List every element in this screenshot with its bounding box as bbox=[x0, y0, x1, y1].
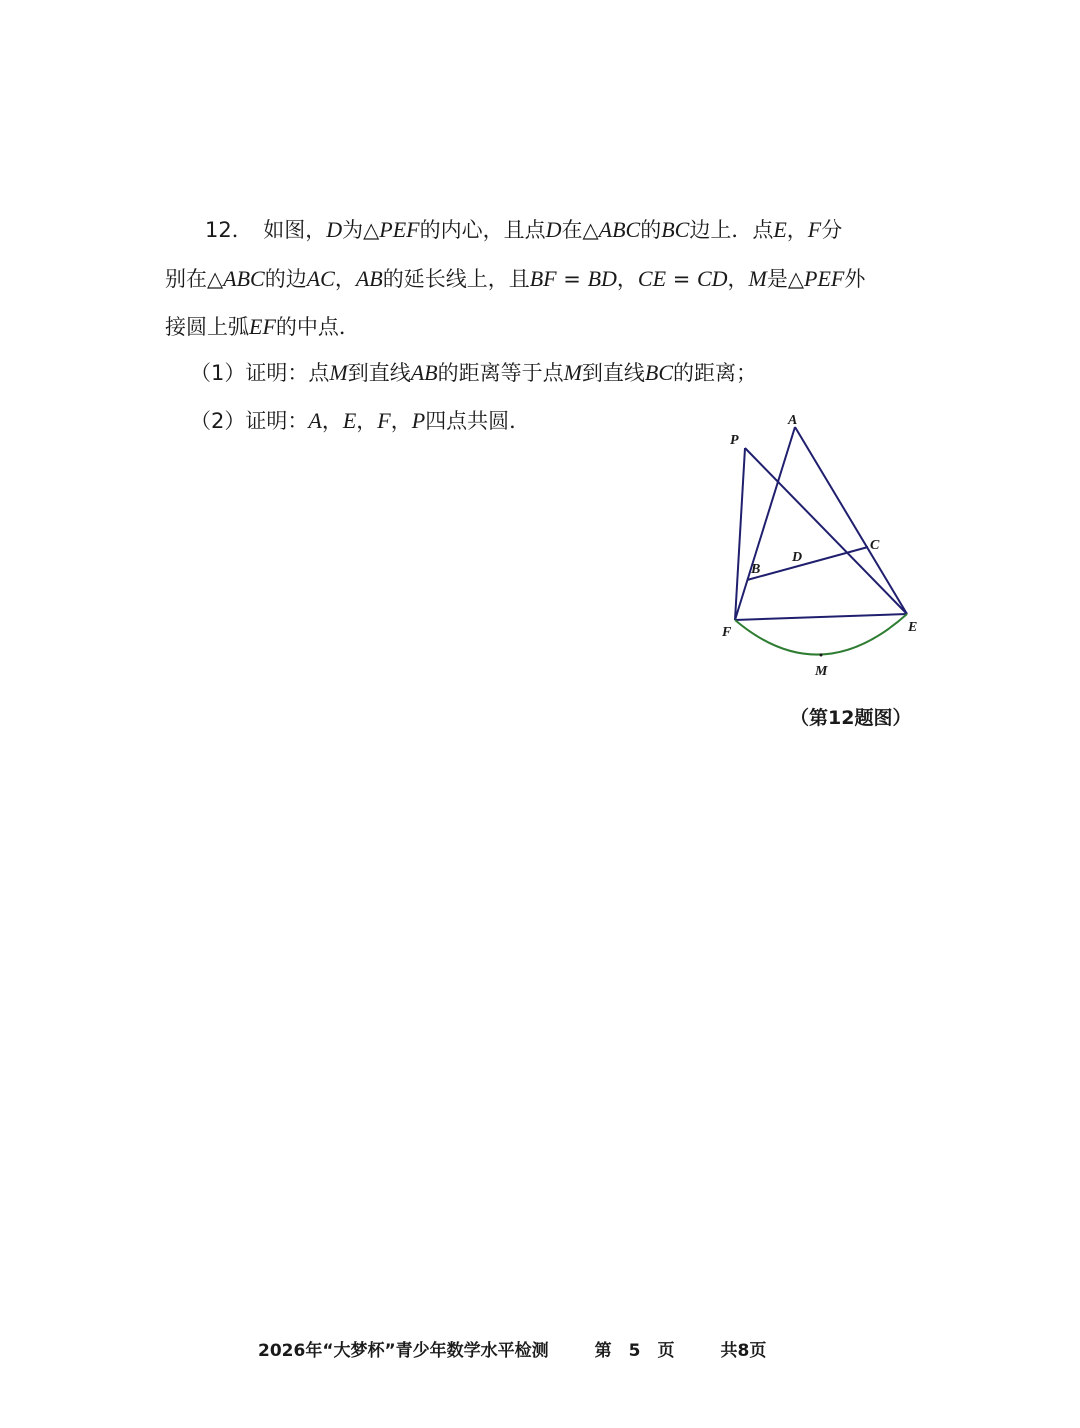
page-footer bbox=[258, 1336, 812, 1361]
label-F: F bbox=[722, 625, 732, 640]
label-M: M bbox=[815, 664, 828, 679]
label-A: A bbox=[788, 413, 798, 428]
segment-BC bbox=[747, 547, 868, 580]
problem-line-1: 12． 如图，D为△PEF的内心，且点D在△ABC的BC边上．点E，F分 bbox=[205, 217, 843, 242]
segment-FE bbox=[735, 614, 907, 620]
point-M-dot bbox=[820, 654, 823, 657]
label-B: B bbox=[751, 562, 761, 577]
figure-lines bbox=[735, 427, 907, 620]
label-E: E bbox=[908, 620, 918, 635]
label-C: C bbox=[870, 538, 880, 553]
footer-title: 2026年“大梦杯”青少年数学水平检测 bbox=[258, 1341, 549, 1361]
footer-total: 共8页 bbox=[720, 1341, 767, 1361]
segment-AE bbox=[795, 427, 907, 614]
problem-line-2: 别在△ABC的边AC，AB的延长线上，且BF = BD，CE = CD，M是△PEF外 bbox=[165, 266, 866, 291]
problem-part-1: （1）证明：点M到直线AB的距离等于点M到直线BC的距离； bbox=[190, 360, 758, 385]
problem-part-2: （2）证明：A，E，F，P四点共圆． bbox=[190, 408, 531, 433]
segment-PE bbox=[745, 448, 907, 614]
figure-caption: （第12题图） bbox=[790, 707, 912, 729]
footer-page: 第 5 页 bbox=[594, 1341, 675, 1361]
label-P: P bbox=[730, 433, 739, 448]
geometry-figure bbox=[700, 400, 940, 690]
label-D: D bbox=[792, 550, 803, 565]
problem-line-3: 接圆上弧EF的中点． bbox=[165, 314, 360, 339]
